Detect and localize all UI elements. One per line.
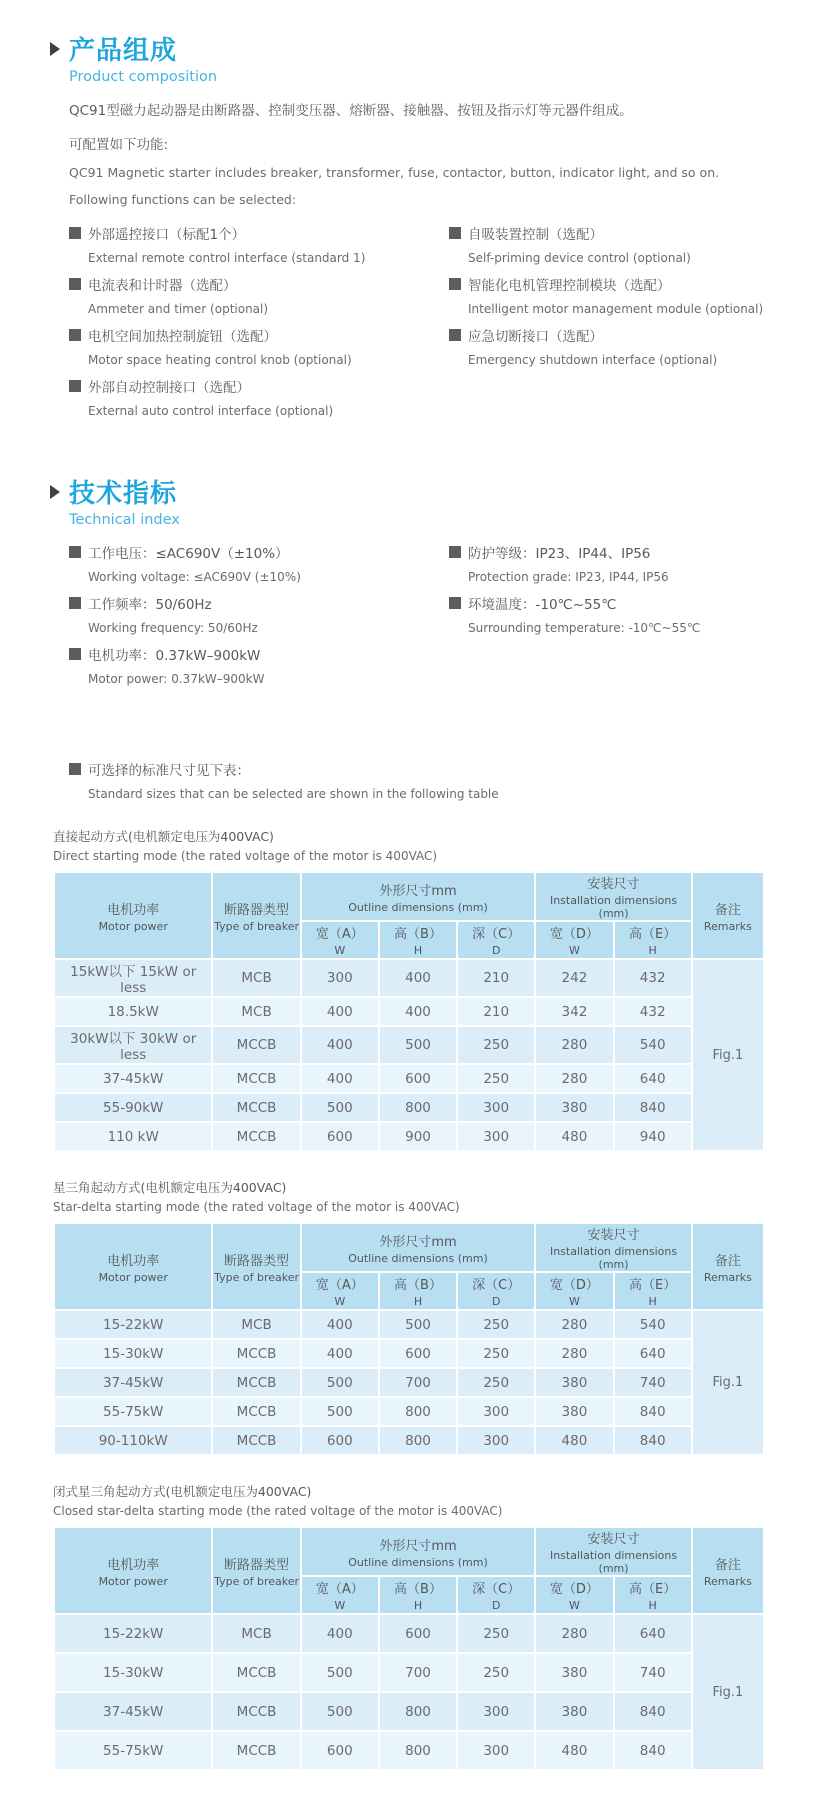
cell-width-d: 480 [536,1123,612,1150]
spec-label-zh: 电机功率：0.37kW–900kW [88,648,261,664]
table-row [55,1398,763,1425]
cell-width-d: 380 [536,1369,612,1396]
cell-depth-c: 250 [458,1369,534,1396]
size-table [53,1526,765,1771]
th-motor-power-en: Motor power [98,1574,168,1588]
square-bullet-icon [69,763,81,775]
spec-label-zh: 工作频率：50/60Hz [88,597,212,613]
spec-label-zh: 防护等级：IP23、IP44、IP56 [468,546,651,562]
th-breaker-zh: 断路器类型 [224,902,290,918]
cell-height-b: 700 [380,1369,456,1396]
table-caption-zh: 直接起动方式(电机额定电压为400VAC) [53,829,274,844]
size-table-section [50,827,812,1152]
spec-column-left [69,542,449,695]
th-breaker-en: Type of breaker [214,1574,299,1588]
cell-motor-power: 55-90kW [55,1094,211,1121]
cell-width-a: 500 [302,1094,378,1121]
size-table [53,871,765,1152]
cell-height-e: 740 [615,1654,691,1691]
feature-item [69,274,449,316]
cell-breaker-type: MCCB [213,1693,299,1730]
cell-width-a: 500 [302,1398,378,1425]
cell-depth-c: 210 [458,960,534,996]
cell-depth-c: 250 [458,1340,534,1367]
table-row [55,1123,763,1150]
cell-width-d: 280 [536,1311,612,1338]
cell-width-a: 400 [302,1027,378,1063]
section-header-product-composition [50,30,812,67]
cell-width-a: 300 [302,960,378,996]
cell-width-a: 500 [302,1369,378,1396]
square-bullet-icon [69,546,81,558]
section-title-en: Product composition [69,69,218,85]
cell-motor-power: 37-45kW [55,1693,211,1730]
cell-height-e: 432 [615,998,691,1025]
cell-height-e: 840 [615,1398,691,1425]
feature-item [449,223,812,265]
table-caption-zh: 闭式星三角起动方式(电机额定电压为400VAC) [53,1484,312,1499]
feature-label-en: Intelligent motor management module (optional) [468,302,764,316]
intro-paragraph-zh2: 可配置如下功能: [69,137,169,153]
th-install-en: Installation dimensions (mm) [549,1549,678,1575]
spec-label-en: Motor power: 0.37kW–900kW [88,672,265,686]
cell-motor-power: 55-75kW [55,1398,211,1425]
feature-item [449,274,812,316]
cell-height-b: 800 [380,1732,456,1769]
cell-height-b: 800 [380,1398,456,1425]
cell-width-a: 400 [302,1340,378,1367]
feature-label-en: External auto control interface (optional) [88,404,334,418]
table-row [55,1311,763,1338]
cell-remark: Fig.1 [693,1311,763,1454]
table-caption-en: Star-delta starting mode (the rated voltage of the motor is 400VAC) [53,1200,460,1214]
cell-height-b: 400 [380,998,456,1025]
th-install-zh: 安装尺寸 [587,877,640,892]
cell-remark: Fig.1 [693,1615,763,1769]
th-remarks [693,873,763,958]
cell-motor-power: 110 kW [55,1123,211,1150]
cell-depth-c: 300 [458,1123,534,1150]
table-row [55,1340,763,1367]
th-height-e: 高（E） H [615,1273,691,1309]
standard-note-en: Standard sizes that can be selected are shown in the following table [88,787,499,801]
cell-motor-power: 18.5kW [55,998,211,1025]
cell-depth-c: 250 [458,1065,534,1092]
table-row [55,1732,763,1769]
cell-motor-power: 90-110kW [55,1427,211,1454]
feature-label-en: Ammeter and timer (optional) [88,302,269,316]
cell-breaker-type: MCCB [213,1027,299,1063]
th-width-d: 宽（D） W [536,1577,612,1613]
spec-label-zh: 环境温度：-10℃~55℃ [468,597,617,613]
feature-label-zh: 电流表和计时器（选配） [88,278,237,294]
cell-breaker-type: MCCB [213,1654,299,1691]
cell-depth-c: 250 [458,1654,534,1691]
square-bullet-icon [449,597,461,609]
th-outline-en: Outline dimensions (mm) [348,900,488,914]
table-row [55,1094,763,1121]
table-caption-zh: 星三角起动方式(电机额定电压为400VAC) [53,1180,287,1195]
square-bullet-icon [449,278,461,290]
spec-list [69,542,812,695]
th-motor-power [55,1224,211,1309]
cell-motor-power: 15-22kW [55,1311,211,1338]
th-height-e: 高（E） H [615,922,691,958]
cell-height-e: 540 [615,1027,691,1063]
cell-height-e: 432 [615,960,691,996]
th-depth-c: 深（C） D [458,1273,534,1309]
th-breaker-type [213,1224,299,1309]
cell-width-d: 480 [536,1427,612,1454]
th-width-d: 宽（D） W [536,1273,612,1309]
th-remarks-zh: 备注 [714,1557,741,1573]
cell-height-b: 600 [380,1065,456,1092]
th-installation-dimensions [536,1528,690,1575]
section-header-technical-index [50,473,812,510]
table-row [55,1065,763,1092]
cell-breaker-type: MCCB [213,1123,299,1150]
th-remarks-zh: 备注 [714,1253,741,1269]
square-bullet-icon [449,227,461,239]
th-outline-zh: 外形尺寸mm [379,1538,457,1554]
cell-width-d: 380 [536,1398,612,1425]
cell-width-d: 280 [536,1340,612,1367]
spec-label-en: Protection grade: IP23, IP44, IP56 [468,570,669,584]
feature-label-zh: 电机空间加热控制旋钮（选配） [88,329,277,345]
th-outline-zh: 外形尺寸mm [379,883,457,899]
th-remarks [693,1224,763,1309]
th-outline-en: Outline dimensions (mm) [348,1555,488,1569]
cell-motor-power: 15-30kW [55,1340,211,1367]
th-motor-power-zh: 电机功率 [107,1253,160,1269]
feature-label-zh: 外部自动控制接口（选配） [88,380,250,396]
cell-depth-c: 300 [458,1427,534,1454]
cell-height-e: 740 [615,1369,691,1396]
cell-width-d: 280 [536,1027,612,1063]
feature-label-zh: 应急切断接口（选配） [468,329,603,345]
cell-height-b: 500 [380,1027,456,1063]
th-breaker-en: Type of breaker [214,919,299,933]
cell-width-d: 380 [536,1094,612,1121]
cell-width-a: 500 [302,1693,378,1730]
square-bullet-icon [69,227,81,239]
cell-motor-power: 37-45kW [55,1065,211,1092]
square-bullet-icon [69,380,81,392]
th-breaker-zh: 断路器类型 [224,1557,290,1573]
product-composition-section [50,30,812,427]
th-motor-power-zh: 电机功率 [107,1557,160,1573]
table-caption-en: Direct starting mode (the rated voltage of the motor is 400VAC) [53,849,438,863]
cell-height-b: 500 [380,1311,456,1338]
size-table-section [50,1178,812,1456]
cell-depth-c: 210 [458,998,534,1025]
table-row [55,1693,763,1730]
cell-width-d: 280 [536,1615,612,1652]
square-bullet-icon [449,546,461,558]
cell-depth-c: 300 [458,1398,534,1425]
cell-breaker-type: MCCB [213,1340,299,1367]
cell-height-b: 400 [380,960,456,996]
size-tables [50,827,812,1771]
table-row [55,1615,763,1652]
cell-width-a: 600 [302,1123,378,1150]
th-breaker-zh: 断路器类型 [224,1253,290,1269]
table-row [55,1427,763,1454]
table-caption-en: Closed star-delta starting mode (the rated voltage of the motor is 400VAC) [53,1504,503,1518]
cell-width-a: 400 [302,1615,378,1652]
th-outline-dimensions [302,1224,535,1271]
cell-remark: Fig.1 [693,960,763,1150]
cell-height-b: 600 [380,1340,456,1367]
th-outline-zh: 外形尺寸mm [379,1234,457,1250]
spec-item [449,593,812,635]
cell-depth-c: 300 [458,1693,534,1730]
square-bullet-icon [69,597,81,609]
cell-depth-c: 250 [458,1615,534,1652]
table-row [55,1027,763,1063]
th-remarks-zh: 备注 [714,902,741,918]
intro-paragraph-en: QC91 Magnetic starter includes breaker, transformer, fuse, contactor, button, indicator light, and so on. [69,165,720,180]
cell-motor-power: 15-22kW [55,1615,211,1652]
th-width-a: 宽（A） W [302,1273,378,1309]
cell-breaker-type: MCB [213,1311,299,1338]
th-breaker-type [213,1528,299,1613]
cell-width-d: 380 [536,1654,612,1691]
cell-height-e: 540 [615,1311,691,1338]
cell-motor-power: 55-75kW [55,1732,211,1769]
spec-item [69,593,449,635]
cell-breaker-type: MCB [213,1615,299,1652]
square-bullet-icon [69,329,81,341]
th-depth-c: 深（C） D [458,1577,534,1613]
technical-index-section [50,473,812,695]
feature-label-zh: 外部遥控接口（标配1个） [88,227,246,243]
cell-width-a: 400 [302,1065,378,1092]
cell-width-a: 600 [302,1427,378,1454]
th-installation-dimensions [536,1224,690,1271]
section-title-zh: 技术指标 [69,479,178,509]
square-bullet-icon [69,648,81,660]
th-outline-dimensions [302,1528,535,1575]
th-height-b: 高（B） H [380,1273,456,1309]
feature-label-en: Self-priming device control (optional) [468,251,691,265]
th-remarks [693,1528,763,1613]
th-depth-c: 深（C） D [458,922,534,958]
feature-list [69,223,812,427]
th-remarks-en: Remarks [703,1574,752,1588]
spec-label-en: Surrounding temperature: -10℃~55℃ [468,621,701,635]
size-table-section [50,1482,812,1771]
cell-depth-c: 300 [458,1094,534,1121]
th-motor-power-en: Motor power [98,1270,168,1284]
cell-breaker-type: MCCB [213,1398,299,1425]
th-height-b: 高（B） H [380,1577,456,1613]
table-row [55,1369,763,1396]
th-outline-dimensions [302,873,535,920]
cell-height-b: 800 [380,1693,456,1730]
cell-width-d: 380 [536,1693,612,1730]
feature-label-en: Emergency shutdown interface (optional) [468,353,718,367]
cell-height-e: 840 [615,1732,691,1769]
th-outline-en: Outline dimensions (mm) [348,1251,488,1265]
spec-item [449,542,812,584]
section-title-en: Technical index [69,512,180,528]
feature-item [69,376,449,418]
th-motor-power-en: Motor power [98,919,168,933]
cell-motor-power: 15-30kW [55,1654,211,1691]
th-motor-power [55,1528,211,1613]
th-remarks-en: Remarks [703,1270,752,1284]
cell-width-d: 342 [536,998,612,1025]
th-installation-dimensions [536,873,690,920]
cell-width-d: 242 [536,960,612,996]
cell-width-a: 400 [302,1311,378,1338]
cell-width-d: 480 [536,1732,612,1769]
th-breaker-en: Type of breaker [214,1270,299,1284]
th-height-b: 高（B） H [380,922,456,958]
spec-column-right [449,542,812,695]
feature-label-en: External remote control interface (standard 1) [88,251,366,265]
cell-height-e: 840 [615,1094,691,1121]
th-install-en: Installation dimensions (mm) [549,1245,678,1271]
th-height-e: 高（E） H [615,1577,691,1613]
triangle-bullet-icon [50,485,60,499]
cell-motor-power: 30kW以下 30kW or less [55,1027,211,1063]
section-title-zh: 产品组成 [69,36,178,66]
table-row [55,998,763,1025]
spec-label-en: Working frequency: 50/60Hz [88,621,258,635]
th-width-d: 宽（D） W [536,922,612,958]
cell-width-a: 500 [302,1654,378,1691]
feature-label-zh: 智能化电机管理控制模块（选配） [468,278,671,294]
cell-depth-c: 250 [458,1027,534,1063]
cell-height-e: 840 [615,1427,691,1454]
square-bullet-icon [449,329,461,341]
feature-item [69,223,449,265]
cell-depth-c: 250 [458,1311,534,1338]
cell-motor-power: 37-45kW [55,1369,211,1396]
cell-width-d: 280 [536,1065,612,1092]
standard-note-zh: 可选择的标准尺寸见下表： [88,763,250,779]
cell-width-a: 400 [302,998,378,1025]
cell-breaker-type: MCCB [213,1094,299,1121]
spec-item [69,542,449,584]
feature-item [69,325,449,367]
th-width-a: 宽（A） W [302,922,378,958]
th-install-en: Installation dimensions (mm) [549,894,678,920]
cell-breaker-type: MCCB [213,1732,299,1769]
intro-paragraph-zh: QC91型磁力起动器是由断路器、控制变压器、熔断器、接触器、按钮及指示灯等元器件组成。 [69,103,633,119]
spec-label-en: Working voltage: ≤AC690V (±10%) [88,570,301,584]
size-table [53,1222,765,1456]
spec-item [69,644,449,686]
th-install-zh: 安装尺寸 [587,1228,640,1243]
table-row [55,960,763,996]
cell-height-b: 800 [380,1427,456,1454]
feature-column-right [449,223,812,427]
table-row [55,1654,763,1691]
intro-paragraph-en2: Following functions can be selected: [69,192,297,207]
th-remarks-en: Remarks [703,919,752,933]
cell-breaker-type: MCCB [213,1369,299,1396]
feature-item [449,325,812,367]
triangle-bullet-icon [50,42,60,56]
cell-height-e: 640 [615,1065,691,1092]
th-breaker-type [213,873,299,958]
cell-height-b: 600 [380,1615,456,1652]
th-width-a: 宽（A） W [302,1577,378,1613]
standard-sizes-note [69,759,812,801]
th-motor-power-zh: 电机功率 [107,902,160,918]
square-bullet-icon [69,278,81,290]
cell-breaker-type: MCCB [213,1427,299,1454]
cell-breaker-type: MCB [213,998,299,1025]
cell-breaker-type: MCCB [213,1065,299,1092]
cell-motor-power: 15kW以下 15kW or less [55,960,211,996]
cell-height-e: 640 [615,1615,691,1652]
cell-height-e: 840 [615,1693,691,1730]
cell-height-b: 800 [380,1094,456,1121]
feature-column-left [69,223,449,427]
cell-depth-c: 300 [458,1732,534,1769]
th-motor-power [55,873,211,958]
cell-width-a: 600 [302,1732,378,1769]
cell-height-e: 940 [615,1123,691,1150]
th-install-zh: 安装尺寸 [587,1532,640,1547]
cell-height-e: 640 [615,1340,691,1367]
spec-label-zh: 工作电压：≤AC690V（±10%） [88,546,289,562]
cell-breaker-type: MCB [213,960,299,996]
feature-label-zh: 自吸装置控制（选配） [468,227,603,243]
feature-label-en: Motor space heating control knob (optional) [88,353,352,367]
cell-height-b: 900 [380,1123,456,1150]
cell-height-b: 700 [380,1654,456,1691]
